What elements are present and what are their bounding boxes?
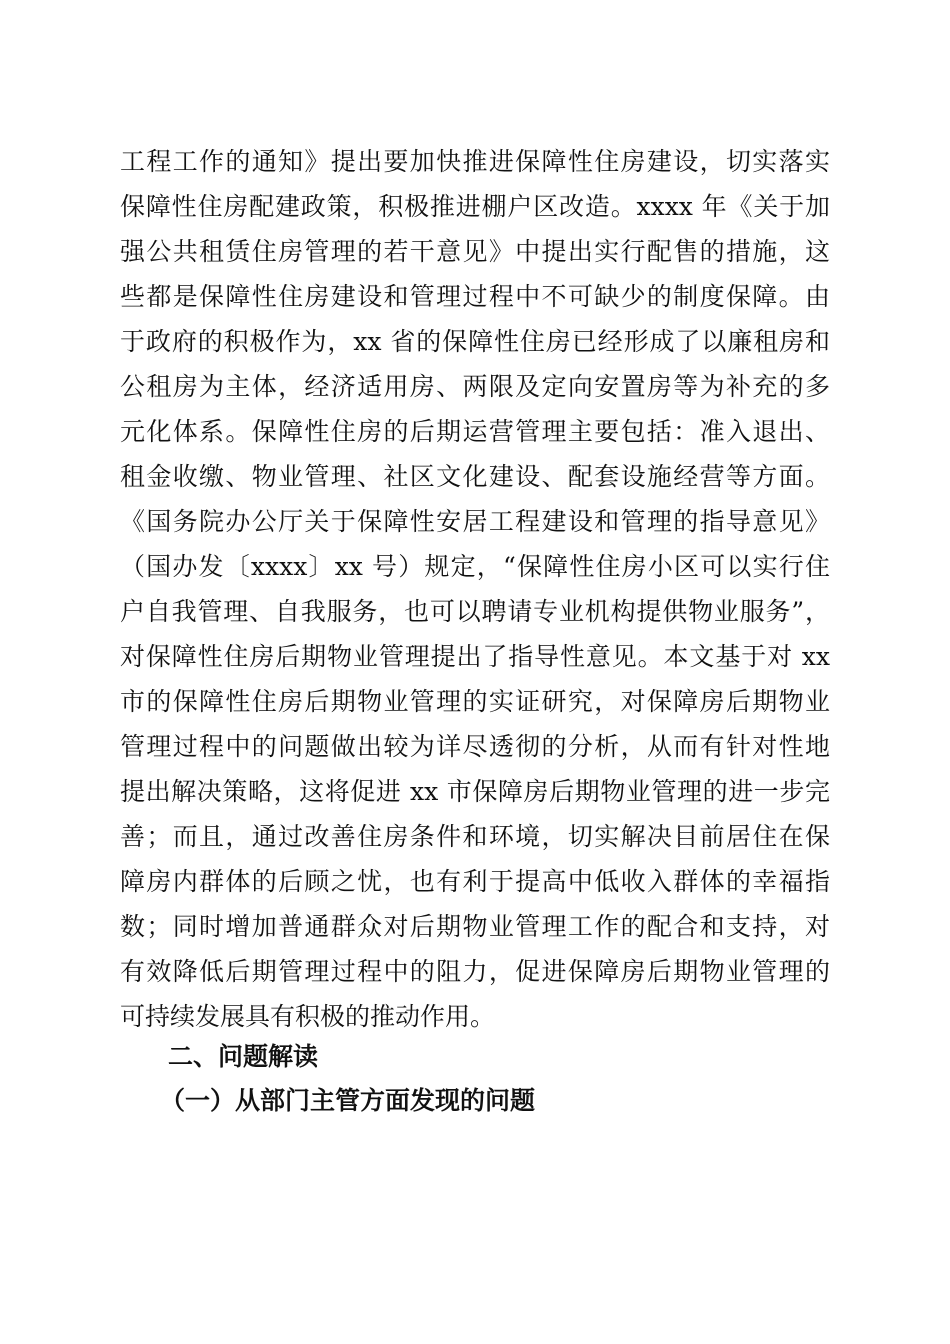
paragraph-line-14: 管理过程中的问题做出较为详尽透彻的分析，从而有针对性地 (120, 732, 830, 761)
paragraph-line-19: 有效降低后期管理过程中的阻力，促进保障房后期物业管理的 (120, 957, 830, 986)
paragraph-line-2: 保障性住房配建政策，积极推进棚户区改造。xxxx 年《关于加 (120, 192, 830, 221)
paragraph-line-18: 数；同时增加普通群众对后期物业管理工作的配合和支持，对 (120, 912, 830, 941)
paragraph-line-6: 公租房为主体，经济适用房、两限及定向安置房等为补充的多 (120, 372, 830, 401)
paragraph-line-15: 提出解决策略，这将促进 xx 市保障房后期物业管理的进一步完 (120, 777, 830, 806)
paragraph-line-11: 户自我管理、自我服务，也可以聘请专业机构提供物业服务”， (120, 597, 830, 626)
paragraph-line-13: 市的保障性住房后期物业管理的实证研究，对保障房后期物业 (120, 687, 830, 716)
paragraph-line-5: 于政府的积极作为，xx 省的保障性住房已经形成了以廉租房和 (120, 327, 830, 356)
paragraph-line-4: 些都是保障性住房建设和管理过程中不可缺少的制度保障。由 (120, 282, 830, 311)
paragraph-line-9: 《国务院办公厅关于保障性安居工程建设和管理的指导意见》 (120, 507, 830, 536)
section-heading: 二、问题解读 (168, 1042, 319, 1071)
paragraph-line-7: 元化体系。保障性住房的后期运营管理主要包括：准入退出、 (120, 417, 830, 446)
paragraph-line-12: 对保障性住房后期物业管理提出了指导性意见。本文基于对 xx (120, 642, 830, 671)
paragraph-line-3: 强公共租赁住房管理的若干意见》中提出实行配售的措施，这 (120, 237, 830, 266)
paragraph-line-17: 障房内群体的后顾之忧，也有利于提高中低收入群体的幸福指 (120, 867, 830, 896)
paragraph-line-10: （国办发〔xxxx〕xx 号）规定，“保障性住房小区可以实行住 (120, 552, 830, 581)
paragraph-line-16: 善；而且，通过改善住房条件和环境，切实解决目前居住在保 (120, 822, 830, 851)
subsection-heading: （一）从部门主管方面发现的问题 (160, 1086, 536, 1115)
paragraph-line-1: 工程工作的通知》提出要加快推进保障性住房建设，切实落实 (120, 147, 830, 176)
paragraph-line-20: 可持续发展具有积极的推动作用。 (120, 1002, 496, 1031)
paragraph-line-8: 租金收缴、物业管理、社区文化建设、配套设施经营等方面。 (120, 462, 830, 491)
